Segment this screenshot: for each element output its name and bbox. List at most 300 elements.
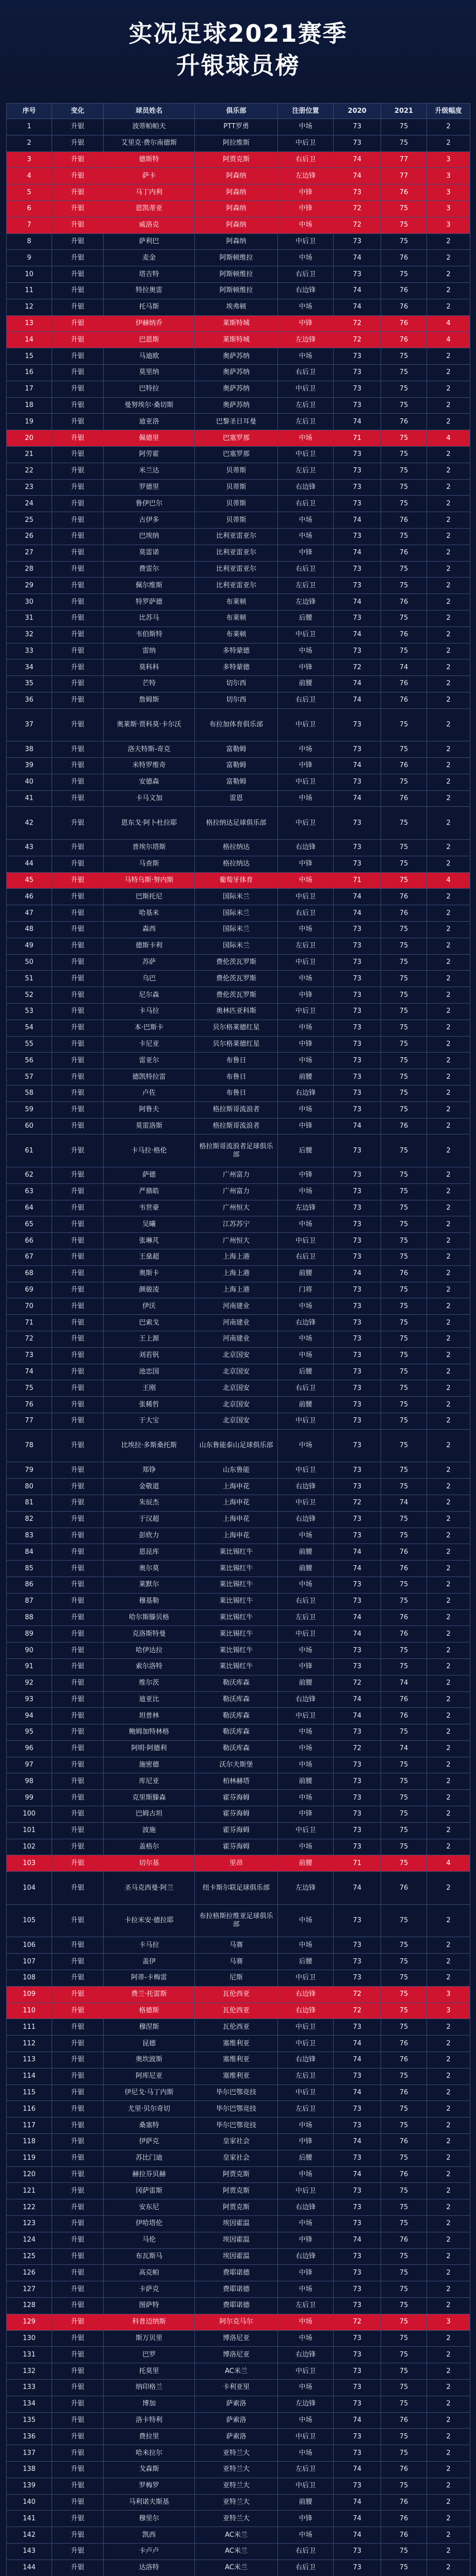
cell-2020: 73 bbox=[334, 1430, 381, 1463]
table-row bbox=[7, 2232, 470, 2249]
cell-2020: 73 bbox=[334, 398, 381, 414]
table-row-highlighted bbox=[7, 168, 470, 184]
cell-upgrade: 2 bbox=[427, 840, 470, 856]
cell-2020: 72 bbox=[334, 1741, 381, 1757]
cell-change: 升银 bbox=[52, 2134, 104, 2150]
cell-upgrade: 2 bbox=[427, 1594, 470, 1610]
cell-position: 左后卫 bbox=[278, 578, 334, 594]
cell-upgrade: 2 bbox=[427, 1790, 470, 1806]
cell-2021: 75 bbox=[381, 971, 427, 987]
cell-no: 103 bbox=[7, 1855, 52, 1872]
cell-position: 中后卫 bbox=[278, 2019, 334, 2036]
table-row-highlighted bbox=[7, 152, 470, 168]
cell-no: 53 bbox=[7, 1004, 52, 1020]
cell-2021: 75 bbox=[381, 1086, 427, 1102]
cell-upgrade: 2 bbox=[427, 1675, 470, 1692]
cell-club: 瓦伦西亚 bbox=[195, 1987, 278, 2003]
cell-position: 前腰 bbox=[278, 1561, 334, 1577]
cell-club: 格拉斯哥流浪者足球俱乐部 bbox=[195, 1134, 278, 1167]
cell-club: 亚特兰大 bbox=[195, 2478, 278, 2495]
cell-player-name: 迪亚比 bbox=[104, 1692, 195, 1708]
cell-position: 右后卫 bbox=[278, 2544, 334, 2560]
table-row bbox=[7, 627, 470, 643]
cell-2021: 75 bbox=[381, 1757, 427, 1774]
cell-2020: 73 bbox=[334, 2117, 381, 2134]
cell-2020: 74 bbox=[334, 299, 381, 316]
cell-change: 升银 bbox=[52, 1790, 104, 1806]
cell-2020: 74 bbox=[334, 676, 381, 692]
cell-2020: 73 bbox=[334, 1970, 381, 1987]
cell-2020: 74 bbox=[334, 1610, 381, 1626]
cell-2021: 76 bbox=[381, 1708, 427, 1724]
cell-2020: 72 bbox=[334, 659, 381, 676]
cell-upgrade: 3 bbox=[427, 217, 470, 234]
cell-position: 中场 bbox=[278, 1184, 334, 1200]
cell-2021: 75 bbox=[381, 1987, 427, 2003]
cell-player-name: 米特罗维奇 bbox=[104, 758, 195, 774]
cell-position: 前腰 bbox=[278, 1855, 334, 1872]
cell-change: 升银 bbox=[52, 266, 104, 283]
cell-2020: 73 bbox=[334, 987, 381, 1004]
cell-player-name: 王刚 bbox=[104, 1380, 195, 1397]
cell-player-name: 奥斯卡 bbox=[104, 1266, 195, 1282]
header-2020: 2020 bbox=[334, 104, 381, 119]
cell-position: 中场 bbox=[278, 529, 334, 545]
cell-position: 中场 bbox=[278, 1348, 334, 1364]
cell-change: 升银 bbox=[52, 1020, 104, 1037]
cell-2020: 73 bbox=[334, 807, 381, 840]
cell-2021: 75 bbox=[381, 447, 427, 463]
cell-player-name: 巴特拉 bbox=[104, 381, 195, 398]
cell-change: 升银 bbox=[52, 1905, 104, 1938]
cell-player-name: 罗德里 bbox=[104, 480, 195, 496]
cell-2021: 75 bbox=[381, 2445, 427, 2462]
cell-upgrade: 2 bbox=[427, 2216, 470, 2232]
cell-2021: 76 bbox=[381, 2527, 427, 2544]
cell-upgrade: 2 bbox=[427, 1806, 470, 1823]
cell-no: 99 bbox=[7, 1790, 52, 1806]
cell-position: 左边锋 bbox=[278, 168, 334, 184]
cell-upgrade: 2 bbox=[427, 1184, 470, 1200]
cell-club: 阿贾克斯 bbox=[195, 2167, 278, 2183]
cell-club: 亚特兰大 bbox=[195, 2462, 278, 2478]
cell-2020: 73 bbox=[334, 496, 381, 512]
cell-player-name: 雷亚尔 bbox=[104, 1053, 195, 1069]
cell-2021: 76 bbox=[381, 889, 427, 905]
cell-no: 25 bbox=[7, 512, 52, 529]
cell-change: 升银 bbox=[52, 2265, 104, 2281]
cell-player-name: 伊赫纳乔 bbox=[104, 316, 195, 332]
cell-2020: 73 bbox=[334, 2347, 381, 2363]
cell-player-name: 鲍姆加特林格 bbox=[104, 1724, 195, 1741]
cell-position: 右后卫 bbox=[278, 905, 334, 922]
cell-2021: 75 bbox=[381, 2003, 427, 2020]
cell-position: 中场 bbox=[278, 1430, 334, 1463]
table-row bbox=[7, 234, 470, 250]
cell-change: 升银 bbox=[52, 2314, 104, 2331]
cell-club: 奥萨苏纳 bbox=[195, 365, 278, 381]
cell-no: 85 bbox=[7, 1561, 52, 1577]
cell-club: 广州恒大 bbox=[195, 1200, 278, 1217]
cell-2020: 74 bbox=[334, 627, 381, 643]
cell-club: 毕尔巴鄂竞技 bbox=[195, 2085, 278, 2102]
table-row bbox=[7, 1577, 470, 1594]
cell-2021: 75 bbox=[381, 1364, 427, 1381]
table-row bbox=[7, 2019, 470, 2036]
table-row bbox=[7, 1413, 470, 1430]
cell-player-name: 詹姆斯 bbox=[104, 692, 195, 709]
cell-club: 富勒姆 bbox=[195, 741, 278, 758]
cell-player-name: 莫雷洛斯 bbox=[104, 1118, 195, 1135]
table-row bbox=[7, 1970, 470, 1987]
cell-2021: 75 bbox=[381, 1724, 427, 1741]
cell-upgrade: 4 bbox=[427, 1855, 470, 1872]
cell-2020: 74 bbox=[334, 512, 381, 529]
cell-2021: 76 bbox=[381, 2462, 427, 2478]
cell-2020: 73 bbox=[334, 1839, 381, 1856]
cell-2021: 75 bbox=[381, 2265, 427, 2281]
cell-change: 升银 bbox=[52, 1528, 104, 1545]
cell-position: 左后卫 bbox=[278, 938, 334, 955]
cell-change: 升银 bbox=[52, 414, 104, 430]
cell-club: 阿贾克斯 bbox=[195, 152, 278, 168]
cell-no: 95 bbox=[7, 1724, 52, 1741]
cell-2021: 75 bbox=[381, 562, 427, 578]
cell-club: AC米兰 bbox=[195, 2544, 278, 2560]
cell-player-name: 格德斯 bbox=[104, 2003, 195, 2020]
cell-change: 升银 bbox=[52, 1216, 104, 1233]
table-row bbox=[7, 512, 470, 529]
cell-position: 右边锋 bbox=[278, 2249, 334, 2265]
cell-change: 升银 bbox=[52, 1233, 104, 1249]
cell-player-name: 卡萨克 bbox=[104, 2281, 195, 2298]
cell-player-name: 曼努埃尔·桑切斯 bbox=[104, 398, 195, 414]
cell-2021: 75 bbox=[381, 1282, 427, 1299]
cell-position: 左边锋 bbox=[278, 1200, 334, 1217]
cell-club: 北京国安 bbox=[195, 1380, 278, 1397]
cell-2020: 74 bbox=[334, 2232, 381, 2249]
cell-2021: 75 bbox=[381, 1004, 427, 1020]
cell-no: 137 bbox=[7, 2445, 52, 2462]
cell-no: 107 bbox=[7, 1954, 52, 1970]
cell-club: PTT罗勇 bbox=[195, 119, 278, 135]
cell-position: 中场 bbox=[278, 922, 334, 938]
cell-change: 升银 bbox=[52, 398, 104, 414]
cell-change: 升银 bbox=[52, 676, 104, 692]
cell-position: 中场 bbox=[278, 1790, 334, 1806]
cell-upgrade: 2 bbox=[427, 512, 470, 529]
table-row bbox=[7, 381, 470, 398]
cell-change: 升银 bbox=[52, 2085, 104, 2102]
cell-2021: 75 bbox=[381, 1233, 427, 1249]
table-row-highlighted bbox=[7, 184, 470, 201]
cell-club: 费耶诺德 bbox=[195, 2281, 278, 2298]
table-row bbox=[7, 1872, 470, 1905]
cell-club: 博洛尼亚 bbox=[195, 2347, 278, 2363]
cell-2020: 73 bbox=[334, 955, 381, 971]
cell-upgrade: 2 bbox=[427, 955, 470, 971]
table-row-highlighted bbox=[7, 1855, 470, 1872]
cell-2020: 73 bbox=[334, 578, 381, 594]
cell-2021: 75 bbox=[381, 2019, 427, 2036]
cell-2021: 76 bbox=[381, 283, 427, 299]
table-row bbox=[7, 676, 470, 692]
table-row bbox=[7, 1823, 470, 1839]
cell-club: 奥萨苏纳 bbox=[195, 381, 278, 398]
cell-2020: 73 bbox=[334, 2544, 381, 2560]
cell-player-name: 穆涅斯 bbox=[104, 2019, 195, 2036]
cell-position: 中场 bbox=[278, 1905, 334, 1938]
cell-upgrade: 2 bbox=[427, 1970, 470, 1987]
table-header-row bbox=[7, 104, 470, 119]
cell-upgrade: 2 bbox=[427, 2101, 470, 2117]
cell-change: 升银 bbox=[52, 791, 104, 807]
cell-change: 升银 bbox=[52, 807, 104, 840]
cell-change: 升银 bbox=[52, 955, 104, 971]
cell-club: 莱比锡红牛 bbox=[195, 1642, 278, 1659]
cell-2021: 75 bbox=[381, 807, 427, 840]
cell-2021: 75 bbox=[381, 1479, 427, 1495]
cell-no: 112 bbox=[7, 2036, 52, 2052]
cell-club: 费耶诺德 bbox=[195, 2265, 278, 2281]
cell-player-name: 马丁内利 bbox=[104, 184, 195, 201]
cell-club: 毕尔巴鄂竞技 bbox=[195, 2101, 278, 2117]
cell-change: 升银 bbox=[52, 1397, 104, 1413]
cell-position: 前腰 bbox=[278, 1675, 334, 1692]
cell-club: 格拉纳达 bbox=[195, 856, 278, 873]
cell-player-name: 吴曦 bbox=[104, 1216, 195, 1233]
table-row bbox=[7, 1790, 470, 1806]
cell-no: 49 bbox=[7, 938, 52, 955]
cell-no: 45 bbox=[7, 873, 52, 889]
table-row bbox=[7, 2150, 470, 2167]
cell-player-name: 施密德 bbox=[104, 1757, 195, 1774]
cell-upgrade: 2 bbox=[427, 1577, 470, 1594]
cell-no: 139 bbox=[7, 2478, 52, 2495]
cell-club: 阿贾克斯 bbox=[195, 2199, 278, 2216]
cell-no: 9 bbox=[7, 250, 52, 266]
cell-position: 中锋 bbox=[278, 201, 334, 217]
cell-change: 升银 bbox=[52, 1380, 104, 1397]
cell-2021: 75 bbox=[381, 1773, 427, 1790]
cell-2021: 76 bbox=[381, 414, 427, 430]
cell-no: 58 bbox=[7, 1086, 52, 1102]
cell-no: 41 bbox=[7, 791, 52, 807]
cell-change: 升银 bbox=[52, 1577, 104, 1594]
cell-2020: 73 bbox=[334, 447, 381, 463]
table-row bbox=[7, 1069, 470, 1086]
cell-position: 右后卫 bbox=[278, 692, 334, 709]
cell-upgrade: 2 bbox=[427, 1200, 470, 1217]
cell-2021: 75 bbox=[381, 1348, 427, 1364]
cell-no: 100 bbox=[7, 1806, 52, 1823]
cell-2020: 73 bbox=[334, 1004, 381, 1020]
cell-change: 升银 bbox=[52, 2167, 104, 2183]
cell-no: 82 bbox=[7, 1512, 52, 1528]
cell-change: 升银 bbox=[52, 283, 104, 299]
table-row bbox=[7, 545, 470, 562]
table-row bbox=[7, 2478, 470, 2495]
table-row bbox=[7, 643, 470, 660]
cell-upgrade: 2 bbox=[427, 1561, 470, 1577]
cell-player-name: 阿劳霍 bbox=[104, 447, 195, 463]
table-row bbox=[7, 2560, 470, 2576]
table-row bbox=[7, 987, 470, 1004]
cell-club: 费伦茨瓦罗斯 bbox=[195, 955, 278, 971]
cell-upgrade: 3 bbox=[427, 201, 470, 217]
table-row bbox=[7, 578, 470, 594]
cell-player-name: 韦世豪 bbox=[104, 1200, 195, 1217]
cell-player-name: 特罗萨德 bbox=[104, 594, 195, 611]
cell-2021: 75 bbox=[381, 1970, 427, 1987]
cell-no: 46 bbox=[7, 889, 52, 905]
cell-change: 升银 bbox=[52, 1134, 104, 1167]
cell-player-name: 苏比门迪 bbox=[104, 2150, 195, 2167]
table-row bbox=[7, 447, 470, 463]
cell-2020: 72 bbox=[334, 1987, 381, 2003]
table-row bbox=[7, 709, 470, 742]
cell-position: 中锋 bbox=[278, 659, 334, 676]
cell-club: 河南建业 bbox=[195, 1298, 278, 1315]
cell-2020: 73 bbox=[334, 1905, 381, 1938]
cell-change: 升银 bbox=[52, 1855, 104, 1872]
cell-2020: 73 bbox=[334, 2101, 381, 2117]
table-row bbox=[7, 905, 470, 922]
cell-player-name: 斯万贝里 bbox=[104, 2331, 195, 2347]
cell-player-name: 哈基米 bbox=[104, 905, 195, 922]
cell-upgrade: 3 bbox=[427, 184, 470, 201]
cell-club: 国际米兰 bbox=[195, 922, 278, 938]
cell-position: 中场 bbox=[278, 1577, 334, 1594]
cell-2020: 73 bbox=[334, 774, 381, 791]
cell-change: 升银 bbox=[52, 447, 104, 463]
cell-no: 76 bbox=[7, 1397, 52, 1413]
cell-no: 7 bbox=[7, 217, 52, 234]
cell-upgrade: 2 bbox=[427, 1249, 470, 1266]
cell-player-name: 托莫里 bbox=[104, 2363, 195, 2380]
cell-upgrade: 2 bbox=[427, 676, 470, 692]
cell-position: 中后卫 bbox=[278, 447, 334, 463]
cell-position: 中锋 bbox=[278, 1037, 334, 1053]
cell-change: 升银 bbox=[52, 2216, 104, 2232]
cell-change: 升银 bbox=[52, 1692, 104, 1708]
cell-2021: 76 bbox=[381, 2052, 427, 2069]
cell-2020: 73 bbox=[334, 2380, 381, 2396]
table-row bbox=[7, 2396, 470, 2413]
table-row bbox=[7, 1086, 470, 1102]
cell-2021: 75 bbox=[381, 217, 427, 234]
cell-no: 16 bbox=[7, 365, 52, 381]
cell-position: 左后卫 bbox=[278, 2298, 334, 2314]
cell-no: 78 bbox=[7, 1430, 52, 1463]
table-row bbox=[7, 1266, 470, 1282]
table-row bbox=[7, 971, 470, 987]
table-row bbox=[7, 1741, 470, 1757]
cell-2021: 75 bbox=[381, 774, 427, 791]
table-row bbox=[7, 955, 470, 971]
cell-player-name: 塔吉特 bbox=[104, 266, 195, 283]
table-row bbox=[7, 758, 470, 774]
cell-position: 左后卫 bbox=[278, 2101, 334, 2117]
cell-player-name: 圣马克西曼·阿兰 bbox=[104, 1872, 195, 1905]
cell-club: 萨索洛 bbox=[195, 2396, 278, 2413]
cell-2021: 75 bbox=[381, 1905, 427, 1938]
cell-club: 皇家社会 bbox=[195, 2134, 278, 2150]
cell-club: 比利亚雷亚尔 bbox=[195, 578, 278, 594]
cell-upgrade: 2 bbox=[427, 627, 470, 643]
cell-2021: 75 bbox=[381, 2150, 427, 2167]
cell-position: 中场 bbox=[278, 1741, 334, 1757]
cell-player-name: 盖伊 bbox=[104, 1954, 195, 1970]
cell-player-name: 德凯特拉雷 bbox=[104, 1069, 195, 1086]
cell-position: 中后卫 bbox=[278, 2478, 334, 2495]
cell-2020: 74 bbox=[334, 1118, 381, 1135]
cell-player-name: 波蒂帕帕夫 bbox=[104, 119, 195, 135]
cell-2021: 75 bbox=[381, 1806, 427, 1823]
cell-no: 108 bbox=[7, 1970, 52, 1987]
cell-player-name: 苏萨 bbox=[104, 955, 195, 971]
cell-no: 132 bbox=[7, 2363, 52, 2380]
cell-player-name: 索尔洛特 bbox=[104, 1659, 195, 1675]
cell-no: 38 bbox=[7, 741, 52, 758]
table-row bbox=[7, 2183, 470, 2199]
cell-change: 升银 bbox=[52, 2511, 104, 2527]
cell-2021: 76 bbox=[381, 299, 427, 316]
cell-2020: 74 bbox=[334, 1872, 381, 1905]
cell-no: 130 bbox=[7, 2331, 52, 2347]
cell-upgrade: 2 bbox=[427, 348, 470, 365]
cell-no: 91 bbox=[7, 1659, 52, 1675]
cell-club: 莱斯特城 bbox=[195, 316, 278, 332]
cell-club: 莱比锡红牛 bbox=[195, 1626, 278, 1642]
cell-2021: 75 bbox=[381, 1823, 427, 1839]
cell-2021: 75 bbox=[381, 2396, 427, 2413]
cell-2021: 75 bbox=[381, 480, 427, 496]
cell-no: 116 bbox=[7, 2101, 52, 2117]
cell-club: 莱比锡红牛 bbox=[195, 1610, 278, 1626]
cell-upgrade: 2 bbox=[427, 1364, 470, 1381]
cell-2020: 73 bbox=[334, 1954, 381, 1970]
cell-position: 右边锋 bbox=[278, 2347, 334, 2363]
table-row bbox=[7, 299, 470, 316]
cell-no: 28 bbox=[7, 562, 52, 578]
cell-upgrade: 4 bbox=[427, 873, 470, 889]
cell-change: 升银 bbox=[52, 1266, 104, 1282]
cell-club: 富勒姆 bbox=[195, 758, 278, 774]
cell-no: 118 bbox=[7, 2134, 52, 2150]
cell-2021: 75 bbox=[381, 234, 427, 250]
cell-change: 升银 bbox=[52, 299, 104, 316]
cell-club: 毕尔巴鄂竞技 bbox=[195, 2117, 278, 2134]
cell-2021: 75 bbox=[381, 496, 427, 512]
cell-club: 巴塞罗那 bbox=[195, 430, 278, 447]
table-row bbox=[7, 659, 470, 676]
table-row bbox=[7, 840, 470, 856]
cell-change: 升银 bbox=[52, 1413, 104, 1430]
table-row bbox=[7, 2429, 470, 2445]
cell-position: 右后卫 bbox=[278, 152, 334, 168]
cell-no: 93 bbox=[7, 1692, 52, 1708]
cell-upgrade: 2 bbox=[427, 1512, 470, 1528]
cell-no: 50 bbox=[7, 955, 52, 971]
cell-position: 中后卫 bbox=[278, 2085, 334, 2102]
table-row bbox=[7, 1331, 470, 1348]
cell-position: 中场 bbox=[278, 250, 334, 266]
cell-no: 121 bbox=[7, 2183, 52, 2199]
cell-upgrade: 2 bbox=[427, 1004, 470, 1020]
cell-upgrade: 2 bbox=[427, 889, 470, 905]
cell-upgrade: 2 bbox=[427, 2527, 470, 2544]
